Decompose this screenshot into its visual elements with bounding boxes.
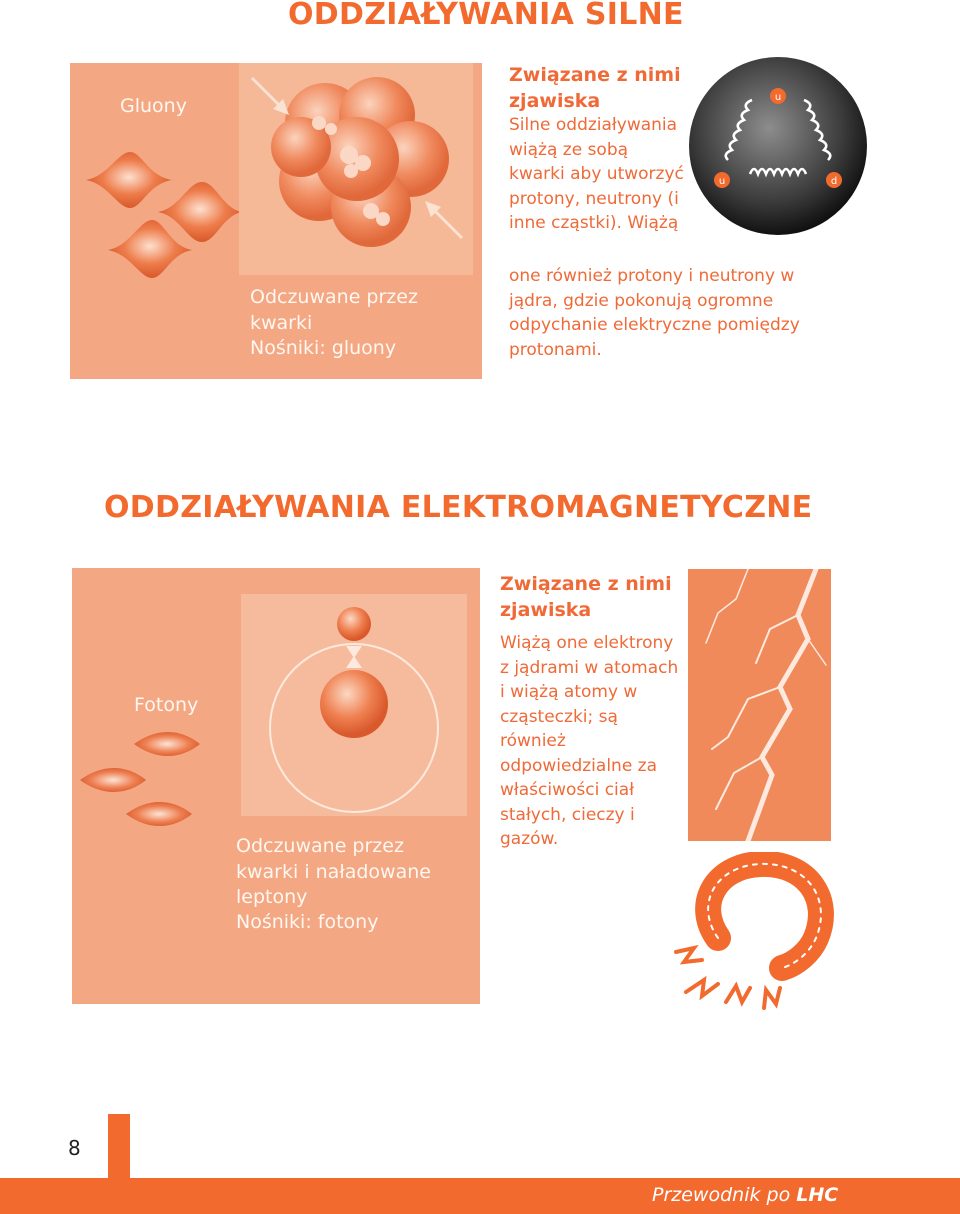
quark-label-left: u (718, 176, 726, 187)
atom-image (241, 594, 467, 816)
strong-carriers: Nośniki: gluony (250, 337, 397, 359)
photon-label: Fotony (134, 694, 199, 716)
strong-title: ODDZIAŁYWANIA SILNE (288, 0, 684, 32)
gluon-particles-icon (78, 132, 248, 302)
photon-particles-icon (76, 720, 236, 850)
em-title: ODDZIAŁYWANIA ELEKTROMAGNETYCZNE (104, 490, 813, 525)
quark-label-top: u (774, 92, 782, 103)
magnet-icon (660, 852, 840, 1012)
page-number: 8 (68, 1136, 81, 1160)
strong-phenomena-text-2: one również protony i neutrony w jądra, gdzie pokonują ogromne odpychanie elektryczne pomiędzy protonami. (509, 266, 800, 360)
quark-triangle-icon (688, 56, 868, 236)
nucleus-icon (239, 63, 473, 275)
gluon-label: Gluony (120, 95, 187, 117)
guide-title (652, 1184, 838, 1206)
em-carriers: Nośniki: fotony (236, 911, 379, 933)
lightning-image (688, 569, 831, 841)
page-number-marker (108, 1114, 130, 1178)
nucleus-image (239, 63, 473, 275)
guide-prefix: Przewodnik po (652, 1184, 797, 1206)
em-felt-by: Odczuwane przez kwarki i naładowane leptony (236, 835, 431, 908)
strong-phenomena-heading: Związane z nimi zjawiska (509, 64, 681, 112)
quark-label-right: d (830, 176, 838, 187)
em-phenomena-heading: Związane z nimi zjawiska (500, 573, 672, 621)
em-phenomena-text: Wiążą one elektrony z jądrami w atomach i wiążą atomy w cząsteczki; są również odpowiedzialne za właściwości ciał stałych, cieczy i gazów. (500, 633, 679, 849)
atom-icon (241, 594, 467, 816)
guide-brand: LHC (796, 1184, 839, 1206)
lightning-icon (688, 569, 831, 841)
strong-felt-by: Odczuwane przez kwarki (250, 286, 418, 334)
strong-phenomena-text-1: Silne oddziaływania wiążą ze sobą kwarki aby utworzyć protony, neutrony (i inne cząstki). Wiążą (509, 115, 684, 233)
